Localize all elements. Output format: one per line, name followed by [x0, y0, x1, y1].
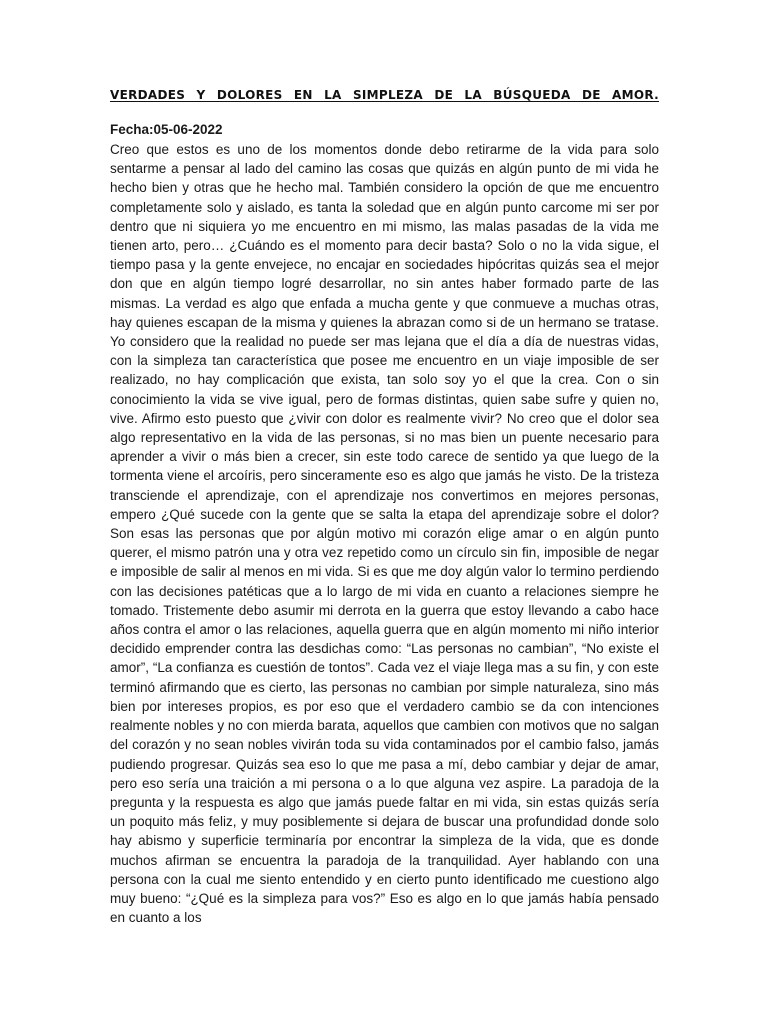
document-body: Creo que estos es uno de los momentos donde debo retirarme de la vida para solo sentarme a pensar al lado del camino las cosas que quizás en algún punto de mi vida he hecho bien y otras que he hecho mal. También considero la opción de que me encuentro completamente solo y aislado, es tanta la soledad que en algún punto carcome mi ser por dentro que ni siquiera yo me encuentro en mi mismo, las malas pasadas de la vida me tienen arto, pero… ¿Cuándo es el momento para decir basta? Solo o no la vida sigue, el tiempo pasa y la gente envejece, no encajar en sociedades hipócritas quizás sea el mejor don que en algún tiempo logré desarrollar, no sin antes haber formado parte de las mismas. La verdad es algo que enfada a mucha gente y que conmueve a muchas otras, hay quienes escapan de la misma y quienes la abrazan como si de un hermano se tratase. Yo considero que la realidad no puede ser mas lejana que el día a día de nuestras vidas, con la simpleza tan característica que posee me encuentro en un viaje imposible de ser realizado, no hay complicación que exista, tan solo soy yo el que la crea. Con o sin conocimiento la vida se vive igual, pero de formas distintas, quien sabe sufre y quien no, vive. Afirmo esto puesto que ¿vivir con dolor es realmente vivir? No creo que el dolor sea algo representativo en la vida de las personas, si no mas bien un puente necesario para aprender a vivir o más bien a crecer, sin este todo carece de sentido ya que luego de la tormenta viene el arcoíris, pero sinceramente eso es algo que jamás he visto. De la tristeza transciende el aprendizaje, con el aprendizaje nos convertimos en mejores personas, empero ¿Qué sucede con la gente que se salta la etapa del aprendizaje sobre el dolor? Son esas las personas que por algún motivo mi corazón elige amar o en algún punto querer, el mismo patrón una y otra vez repetido como un círculo sin fin, imposible de negar e imposible de salir al menos en mi vida. Si es que me doy algún valor lo termino perdiendo con las decisiones patéticas que a lo largo de mi vida en cuanto a relaciones siempre he tomado. Tristemente debo asumir mi derrota en la guerra que estoy llevando a cabo hace años contra el amor o las relaciones, aquella guerra que en algún momento mi niño interior decidido emprender contra las desdichas como: “Las personas no cambian”, “No existe el amor”, “La confianza es cuestión de tontos”. Cada vez el viaje llega mas a su fin, y con este terminó afirmando que es cierto, las personas no cambian por simple naturaleza, sino más bien por intereses propios, es por eso que el verdadero cambio se da con intenciones realmente nobles y no con mierda barata, aquellos que cambien con motivos que no salgan del corazón y no sean nobles vivirán toda su vida contaminados por el cambio falso, jamás pudiendo progresar. Quizás sea eso lo que me pasa a mí, debo cambiar y dejar de amar, pero eso sería una traición a mi persona o a lo que alguna vez aspire. La paradoja de la pregunta y la respuesta es algo que jamás puede faltar en mi vida, sin estas quizás sería un poquito más feliz, y muy posiblemente si dejara de buscar una profundidad donde solo hay abismo y superficie terminaría por encontrar la simpleza de la vida, que es donde muchos afirman se encuentra la paradoja de la tranquilidad. Ayer hablando con una persona con la cual me siento entendido y en cierto punto identificado me cuestiono algo muy bueno: “¿Qué es la simpleza para vos?” Eso es algo en lo que jamás había pensado en cuanto a los [110, 142, 659, 926]
document-date: Fecha:05-06-2022 [110, 122, 223, 137]
document-title: VERDADES Y DOLORES EN LA SIMPLEZA DE LA BÚSQUEDA DE AMOR. [110, 88, 659, 102]
